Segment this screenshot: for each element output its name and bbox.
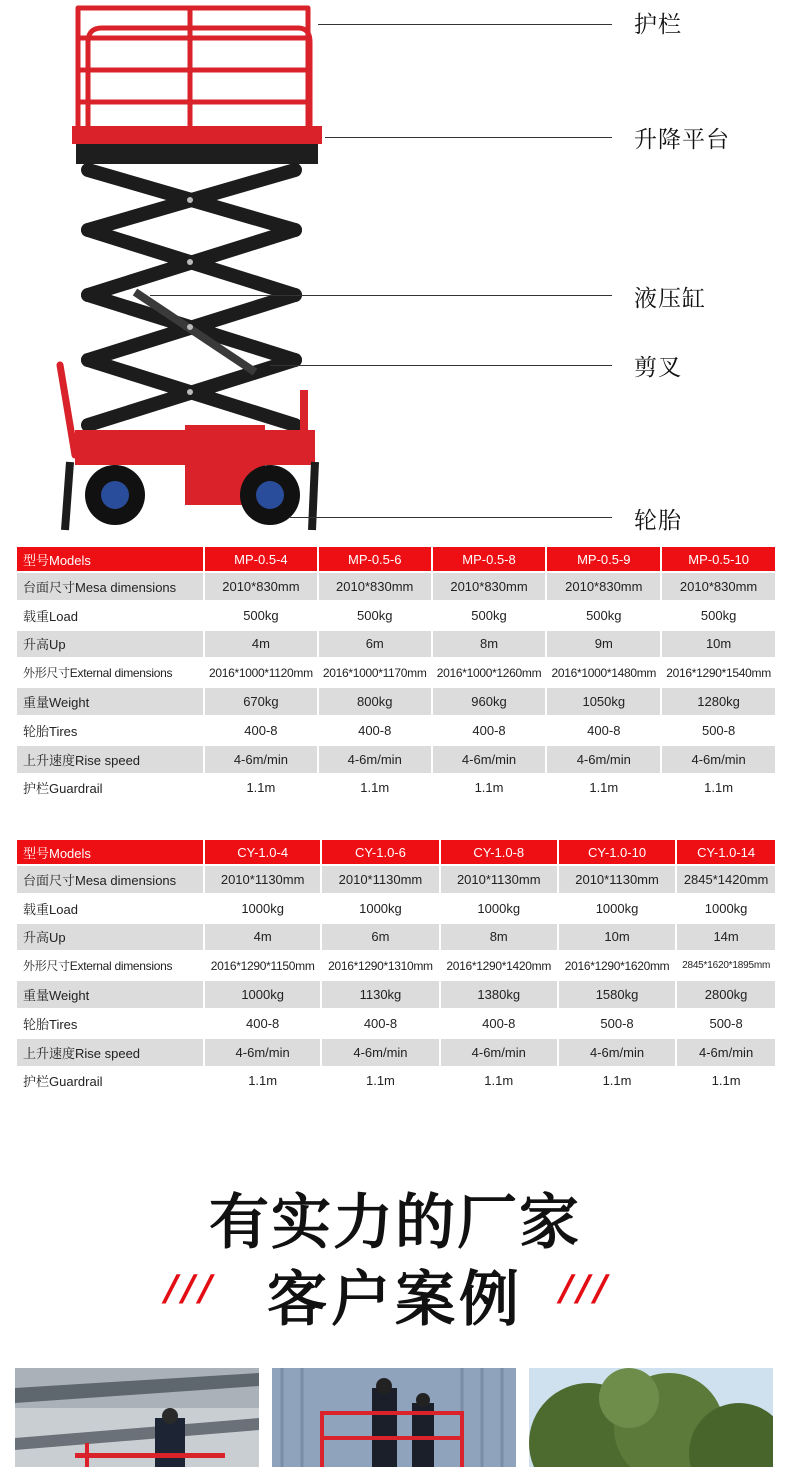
table-cell: 1.1m xyxy=(433,775,546,802)
table-cell: 4-6m/min xyxy=(205,1039,320,1066)
table-cell: 6m xyxy=(322,924,438,951)
table-cell: 1.1m xyxy=(677,1068,775,1095)
table-row xyxy=(17,746,775,773)
label-cylinder: 液压缸 xyxy=(634,286,706,312)
table-cell: 14m xyxy=(677,924,775,951)
table-cell: 2845*1620*1895mm xyxy=(677,952,775,979)
table-cell: 2016*1290*1310mm xyxy=(322,952,438,979)
customer-photo-3 xyxy=(529,1368,773,1467)
table-row xyxy=(17,717,775,744)
row-label: 上升速度Rise speed xyxy=(17,746,203,773)
row-label: 护栏Guardrail xyxy=(17,775,203,802)
table-cell: 400-8 xyxy=(205,1010,320,1037)
callout-line-scissor xyxy=(270,365,612,366)
table-row xyxy=(17,924,775,951)
table-row xyxy=(17,1039,775,1066)
table-row xyxy=(17,1068,775,1095)
callout-line-guardrail xyxy=(318,24,612,25)
customer-photo-2 xyxy=(272,1368,516,1467)
table-cell: 2016*1000*1480mm xyxy=(547,659,660,686)
table-cell: 2010*1130mm xyxy=(559,866,675,893)
table-cell: 800kg xyxy=(319,688,431,715)
table-cell: 1280kg xyxy=(662,688,775,715)
row-label: 护栏Guardrail xyxy=(17,1068,203,1095)
slash-decoration-right: /// xyxy=(560,1268,612,1309)
table-cell: 2016*1000*1170mm xyxy=(319,659,431,686)
table-cell: 4-6m/min xyxy=(205,746,317,773)
table-cell: 8m xyxy=(433,631,546,658)
table-cell: 9m xyxy=(547,631,660,658)
row-label: 外形尺寸External dimensions xyxy=(17,952,203,979)
table-cell: 2016*1290*1150mm xyxy=(205,952,320,979)
table-cell: 1380kg xyxy=(441,981,557,1008)
table-cell: 1580kg xyxy=(559,981,675,1008)
table-cell: 1.1m xyxy=(441,1068,557,1095)
table-cell: 1.1m xyxy=(319,775,431,802)
table-row xyxy=(17,866,775,893)
table-row xyxy=(17,981,775,1008)
table-cell: 1.1m xyxy=(547,775,660,802)
table-cell: 2010*830mm xyxy=(319,573,431,600)
model-cell: MP-0.5-4 xyxy=(205,547,317,571)
table-cell: 4-6m/min xyxy=(319,746,431,773)
row-label: 外形尺寸External dimensions xyxy=(17,659,203,686)
table-cell: 4-6m/min xyxy=(677,1039,775,1066)
table-cell: 400-8 xyxy=(319,717,431,744)
table-cell: 1000kg xyxy=(677,895,775,922)
table-cell: 2800kg xyxy=(677,981,775,1008)
table-cell: 1000kg xyxy=(205,895,320,922)
table-cell: 500kg xyxy=(547,602,660,629)
table-cell: 400-8 xyxy=(547,717,660,744)
table-cell: 500-8 xyxy=(559,1010,675,1037)
table-cell: 1.1m xyxy=(205,1068,320,1095)
table-cell: 10m xyxy=(662,631,775,658)
row-label: 重量Weight xyxy=(17,981,203,1008)
row-label: 重量Weight xyxy=(17,688,203,715)
table-cell: 2010*830mm xyxy=(205,573,317,600)
model-cell: MP-0.5-9 xyxy=(547,547,660,571)
table-cell: 2845*1420mm xyxy=(677,866,775,893)
row-label: 载重Load xyxy=(17,602,203,629)
callout-line-tire xyxy=(290,517,612,518)
table-cell: 400-8 xyxy=(322,1010,438,1037)
model-cell: MP-0.5-8 xyxy=(433,547,546,571)
table-cell: 2010*830mm xyxy=(433,573,546,600)
table-cell: 4m xyxy=(205,631,317,658)
table-row xyxy=(17,775,775,802)
row-label: 台面尺寸Mesa dimensions xyxy=(17,866,203,893)
table-cell: 2010*1130mm xyxy=(441,866,557,893)
table-cell: 4-6m/min xyxy=(547,746,660,773)
table-cell: 10m xyxy=(559,924,675,951)
table-cell: 4m xyxy=(205,924,320,951)
table-cell: 2016*1000*1120mm xyxy=(205,659,317,686)
table-cell: 2010*830mm xyxy=(547,573,660,600)
table-row xyxy=(17,1010,775,1037)
row-label: 轮胎Tires xyxy=(17,1010,203,1037)
model-cell: CY-1.0-10 xyxy=(559,840,675,864)
table-cell: 4-6m/min xyxy=(322,1039,438,1066)
table-row xyxy=(17,952,775,979)
model-cell: MP-0.5-6 xyxy=(319,547,431,571)
row-label: 升高Up xyxy=(17,924,203,951)
section-subtitle: 客户案例 xyxy=(267,1265,523,1335)
table-cell: 1.1m xyxy=(322,1068,438,1095)
table-cell: 1130kg xyxy=(322,981,438,1008)
table-header-row xyxy=(17,840,775,864)
table-cell: 1.1m xyxy=(559,1068,675,1095)
callout-line-cylinder xyxy=(150,295,612,296)
row-label: 台面尺寸Mesa dimensions xyxy=(17,573,203,600)
model-cell: MP-0.5-10 xyxy=(662,547,775,571)
table-cell: 500kg xyxy=(662,602,775,629)
table-cell: 400-8 xyxy=(205,717,317,744)
section-title: 有实力的厂家 xyxy=(209,1188,581,1258)
table-cell: 4-6m/min xyxy=(559,1039,675,1066)
table-cell: 2010*1130mm xyxy=(322,866,438,893)
table-row xyxy=(17,895,775,922)
table-row xyxy=(17,631,775,658)
row-label: 升高Up xyxy=(17,631,203,658)
label-scissor: 剪叉 xyxy=(634,355,682,381)
table-cell: 1000kg xyxy=(205,981,320,1008)
table-cell: 1.1m xyxy=(662,775,775,802)
table-header-row xyxy=(17,547,775,571)
spec-table-cy xyxy=(15,838,777,1096)
model-cell: CY-1.0-8 xyxy=(441,840,557,864)
row-label: 载重Load xyxy=(17,895,203,922)
model-cell: CY-1.0-14 xyxy=(677,840,775,864)
customer-photo-1 xyxy=(15,1368,259,1467)
models-header: 型号Models xyxy=(17,547,203,571)
callout-line-platform xyxy=(325,137,612,138)
model-cell: CY-1.0-6 xyxy=(322,840,438,864)
models-header: 型号Models xyxy=(17,840,203,864)
table-cell: 1000kg xyxy=(322,895,438,922)
spec-table-mp xyxy=(15,545,777,803)
row-label: 上升速度Rise speed xyxy=(17,1039,203,1066)
table-row xyxy=(17,573,775,600)
table-cell: 4-6m/min xyxy=(441,1039,557,1066)
table-row xyxy=(17,659,775,686)
table-cell: 2016*1290*1620mm xyxy=(559,952,675,979)
table-cell: 1000kg xyxy=(559,895,675,922)
table-cell: 400-8 xyxy=(433,717,546,744)
table-cell: 1050kg xyxy=(547,688,660,715)
table-cell: 1.1m xyxy=(205,775,317,802)
table-cell: 500kg xyxy=(205,602,317,629)
table-cell: 4-6m/min xyxy=(662,746,775,773)
product-diagram xyxy=(0,0,790,545)
table-cell: 2016*1000*1260mm xyxy=(433,659,546,686)
table-cell: 2016*1290*1540mm xyxy=(662,659,775,686)
label-tire: 轮胎 xyxy=(634,508,682,534)
table-cell: 500-8 xyxy=(677,1010,775,1037)
table-row xyxy=(17,688,775,715)
table-cell: 400-8 xyxy=(441,1010,557,1037)
table-cell: 4-6m/min xyxy=(433,746,546,773)
label-platform: 升降平台 xyxy=(634,127,730,153)
table-cell: 2010*830mm xyxy=(662,573,775,600)
slash-decoration-left: /// xyxy=(165,1268,217,1309)
table-cell: 670kg xyxy=(205,688,317,715)
table-cell: 8m xyxy=(441,924,557,951)
scissor-lift-illustration xyxy=(40,0,370,545)
table-cell: 6m xyxy=(319,631,431,658)
table-cell: 2010*1130mm xyxy=(205,866,320,893)
table-cell: 500kg xyxy=(433,602,546,629)
table-cell: 500kg xyxy=(319,602,431,629)
table-cell: 500-8 xyxy=(662,717,775,744)
table-cell: 960kg xyxy=(433,688,546,715)
model-cell: CY-1.0-4 xyxy=(205,840,320,864)
row-label: 轮胎Tires xyxy=(17,717,203,744)
label-guardrail: 护栏 xyxy=(634,12,682,38)
table-cell: 2016*1290*1420mm xyxy=(441,952,557,979)
table-cell: 1000kg xyxy=(441,895,557,922)
table-row xyxy=(17,602,775,629)
